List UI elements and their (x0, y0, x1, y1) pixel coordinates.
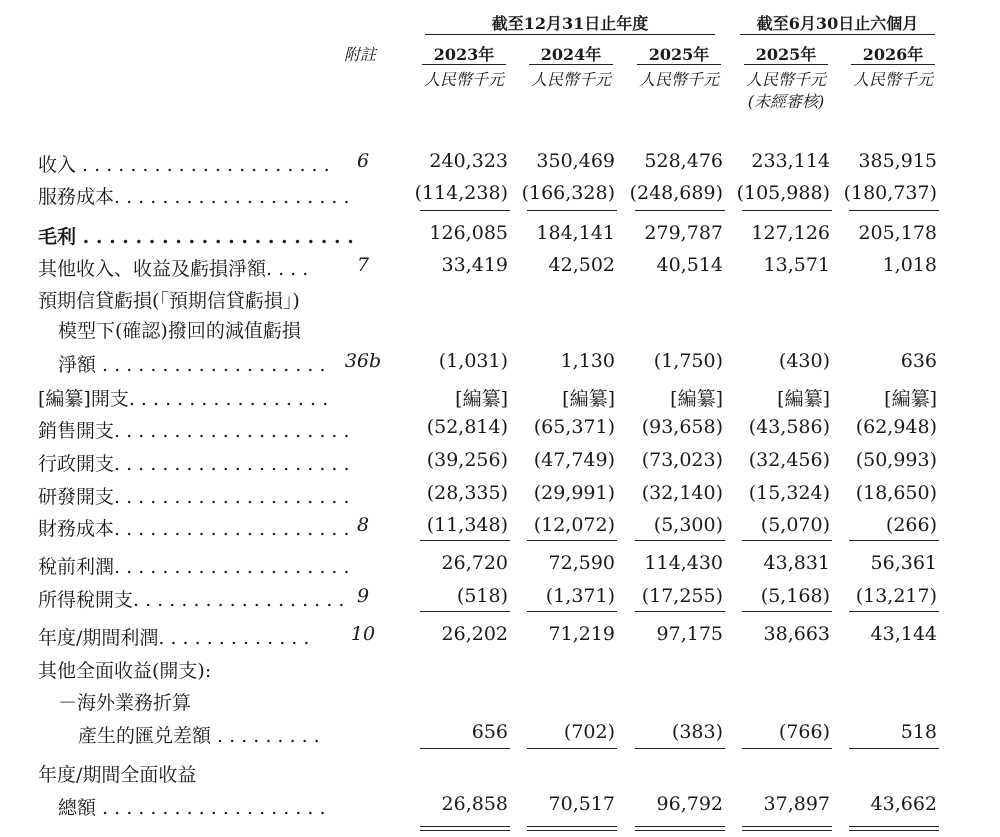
row-label: 毛利 . . . . . . . . . . . . . . . . . . . . . (38, 226, 354, 248)
row-value-col-2: 96,792 (656, 793, 723, 815)
subtotal-rule (742, 611, 832, 612)
row-value-col-3: 37,897 (763, 793, 830, 815)
total-double-rule (742, 826, 832, 831)
row-value-col-4: [編纂] (884, 388, 937, 410)
row-label: 產生的匯兑差額 . . . . . . . . . (78, 725, 320, 747)
row-value-col-4: (13,217) (855, 585, 937, 607)
row-value-col-4: (180,737) (843, 182, 937, 204)
header-unit-2: 人民幣千元 (638, 70, 719, 89)
row-value-col-3: (32,456) (748, 449, 830, 471)
row-value-col-0: (52,814) (426, 416, 508, 438)
row-value-col-4: (18,650) (855, 482, 937, 504)
subtotal-rule (849, 611, 939, 612)
row-note: 9 (356, 585, 370, 607)
row-label: 淨額 . . . . . . . . . . . . . . . . . . . (58, 354, 326, 376)
header-year-rule-4 (851, 64, 935, 65)
header-year-rule-1 (529, 64, 613, 65)
row-value-col-1: (47,749) (533, 449, 615, 471)
row-value-col-1: (166,328) (521, 182, 615, 204)
row-value-col-0: 26,858 (441, 793, 508, 815)
header-year-1: 2024年 (540, 45, 602, 64)
header-unit-3: 人民幣千元 (745, 70, 826, 89)
row-value-col-3: 13,571 (763, 254, 830, 276)
row-value-col-4: 43,144 (870, 623, 937, 645)
row-value-col-1: (12,072) (533, 514, 615, 536)
subtotal-rule (420, 611, 510, 612)
row-value-col-3: 38,663 (763, 623, 830, 645)
subtotal-rule (527, 210, 617, 211)
row-value-col-3: 43,831 (763, 552, 830, 574)
header-year-2: 2025年 (648, 45, 710, 64)
subtotal-rule (742, 210, 832, 211)
row-label: 年度/期間利潤. . . . . . . . . . . . . (38, 627, 310, 649)
row-note: 36b (344, 350, 382, 372)
row-value-col-0: (39,256) (426, 449, 508, 471)
subtotal-rule (849, 540, 939, 541)
row-value-col-1: (29,991) (533, 482, 615, 504)
header-unaudited: (未經審核) (747, 92, 825, 111)
subtotal-rule (420, 748, 510, 749)
row-value-col-3: (43,586) (748, 416, 830, 438)
row-value-col-4: 56,361 (870, 552, 937, 574)
subtotal-rule (849, 748, 939, 749)
row-label: 財務成本. . . . . . . . . . . . . . . . . . . . (38, 518, 350, 540)
row-label: 其他全面收益(開支): (38, 660, 212, 682)
subtotal-rule (849, 210, 939, 211)
row-value-col-2: (383) (671, 721, 723, 743)
row-value-col-1: [編纂] (562, 388, 615, 410)
row-note: 6 (356, 150, 370, 172)
subtotal-rule (635, 748, 725, 749)
subtotal-rule (635, 540, 725, 541)
row-value-col-0: (28,335) (426, 482, 508, 504)
row-value-col-0: 656 (471, 721, 508, 743)
row-label: 預期信貸虧損(「預期信貸虧損」) (38, 290, 300, 312)
row-value-col-0: (11,348) (426, 514, 508, 536)
row-value-col-2: 97,175 (656, 623, 723, 645)
row-label: 收入 . . . . . . . . . . . . . . . . . . . . . (38, 154, 330, 176)
row-value-col-2: [編纂] (670, 388, 723, 410)
header-group-half-rule (740, 34, 935, 35)
subtotal-rule (742, 748, 832, 749)
header-unit-0: 人民幣千元 (423, 70, 504, 89)
row-value-col-0: 240,323 (429, 150, 508, 172)
row-value-col-2: (1,750) (653, 350, 723, 372)
header-note-label: 附註 (343, 45, 376, 64)
row-value-col-4: 205,178 (858, 222, 937, 244)
row-value-col-0: 126,085 (429, 222, 508, 244)
row-value-col-3: (766) (778, 721, 830, 743)
row-value-col-1: 350,469 (536, 150, 615, 172)
row-value-col-0: [編纂] (455, 388, 508, 410)
row-label: 銷售開支. . . . . . . . . . . . . . . . . . . . (38, 420, 350, 442)
row-value-col-2: 114,430 (644, 552, 723, 574)
row-label: 總額 . . . . . . . . . . . . . . . . . . . (58, 797, 326, 819)
row-note: 10 (350, 623, 376, 645)
row-label: 行政開支. . . . . . . . . . . . . . . . . . . . (38, 453, 350, 475)
row-value-col-2: 279,787 (644, 222, 723, 244)
row-value-col-4: 385,915 (858, 150, 937, 172)
row-label: 模型下(確認)撥回的減值虧損 (58, 320, 301, 342)
subtotal-rule (635, 210, 725, 211)
row-value-col-2: (93,658) (641, 416, 723, 438)
subtotal-rule (527, 540, 617, 541)
row-value-col-1: 1,130 (560, 350, 615, 372)
row-value-col-2: 528,476 (644, 150, 723, 172)
row-value-col-1: 42,502 (548, 254, 615, 276)
row-value-col-1: 71,219 (548, 623, 615, 645)
subtotal-rule (635, 611, 725, 612)
row-note: 7 (356, 254, 370, 276)
header-year-rule-2 (637, 64, 721, 65)
row-value-col-1: (1,371) (545, 585, 615, 607)
row-label: 研發開支. . . . . . . . . . . . . . . . . . . . (38, 486, 350, 508)
row-label: －海外業務折算 (58, 692, 192, 714)
row-value-col-3: (5,168) (760, 585, 830, 607)
row-value-col-0: 26,202 (441, 623, 508, 645)
row-value-col-1: 72,590 (548, 552, 615, 574)
subtotal-rule (420, 540, 510, 541)
row-value-col-4: 636 (900, 350, 937, 372)
row-value-col-2: (5,300) (653, 514, 723, 536)
row-value-col-4: (266) (885, 514, 937, 536)
row-value-col-4: 1,018 (882, 254, 937, 276)
header-unit-4: 人民幣千元 (852, 70, 933, 89)
subtotal-rule (420, 210, 510, 211)
row-value-col-2: (17,255) (641, 585, 723, 607)
header-year-3: 2025年 (755, 45, 817, 64)
row-value-col-1: (65,371) (533, 416, 615, 438)
row-value-col-4: 518 (900, 721, 937, 743)
subtotal-rule (527, 748, 617, 749)
row-value-col-3: (430) (778, 350, 830, 372)
total-double-rule (635, 826, 725, 831)
total-double-rule (849, 826, 939, 831)
row-value-col-2: (248,689) (629, 182, 723, 204)
row-value-col-2: (32,140) (641, 482, 723, 504)
row-label: 稅前利潤. . . . . . . . . . . . . . . . . . . . (38, 556, 350, 578)
row-value-col-3: [編纂] (777, 388, 830, 410)
row-value-col-3: 233,114 (751, 150, 830, 172)
row-value-col-1: (702) (563, 721, 615, 743)
row-label: 年度/期間全面收益 (38, 764, 197, 786)
row-value-col-1: 70,517 (548, 793, 615, 815)
row-value-col-3: (15,324) (748, 482, 830, 504)
row-value-col-0: 26,720 (441, 552, 508, 574)
row-label: 所得稅開支. . . . . . . . . . . . . . . . . . (38, 589, 345, 611)
subtotal-rule (527, 611, 617, 612)
header-year-rule-0 (422, 64, 506, 65)
row-value-col-3: (5,070) (760, 514, 830, 536)
row-note: 8 (356, 514, 370, 536)
row-label: 其他收入、收益及虧損淨額. . . . (38, 258, 309, 280)
total-double-rule (420, 826, 510, 831)
row-value-col-3: 127,126 (751, 222, 830, 244)
header-unit-1: 人民幣千元 (530, 70, 611, 89)
row-value-col-0: 33,419 (441, 254, 508, 276)
subtotal-rule (742, 540, 832, 541)
row-value-col-2: 40,514 (656, 254, 723, 276)
row-value-col-0: (1,031) (438, 350, 508, 372)
header-year-rule-3 (744, 64, 828, 65)
row-value-col-0: (114,238) (414, 182, 508, 204)
row-label: [編纂]開支. . . . . . . . . . . . . . . . . (38, 388, 329, 410)
row-value-col-4: (50,993) (855, 449, 937, 471)
row-value-col-1: 184,141 (536, 222, 615, 244)
header-group-year-rule (425, 34, 715, 35)
row-label: 服務成本. . . . . . . . . . . . . . . . . . . . (38, 186, 350, 208)
row-value-col-4: (62,948) (855, 416, 937, 438)
row-value-col-3: (105,988) (736, 182, 830, 204)
row-value-col-4: 43,662 (870, 793, 937, 815)
header-group-year: 截至12月31日止年度 (491, 14, 649, 33)
header-year-4: 2026年 (862, 45, 924, 64)
header-year-0: 2023年 (433, 45, 495, 64)
row-value-col-0: (518) (456, 585, 508, 607)
total-double-rule (527, 826, 617, 831)
header-group-half: 截至6月30日止六個月 (756, 14, 919, 33)
row-value-col-2: (73,023) (641, 449, 723, 471)
